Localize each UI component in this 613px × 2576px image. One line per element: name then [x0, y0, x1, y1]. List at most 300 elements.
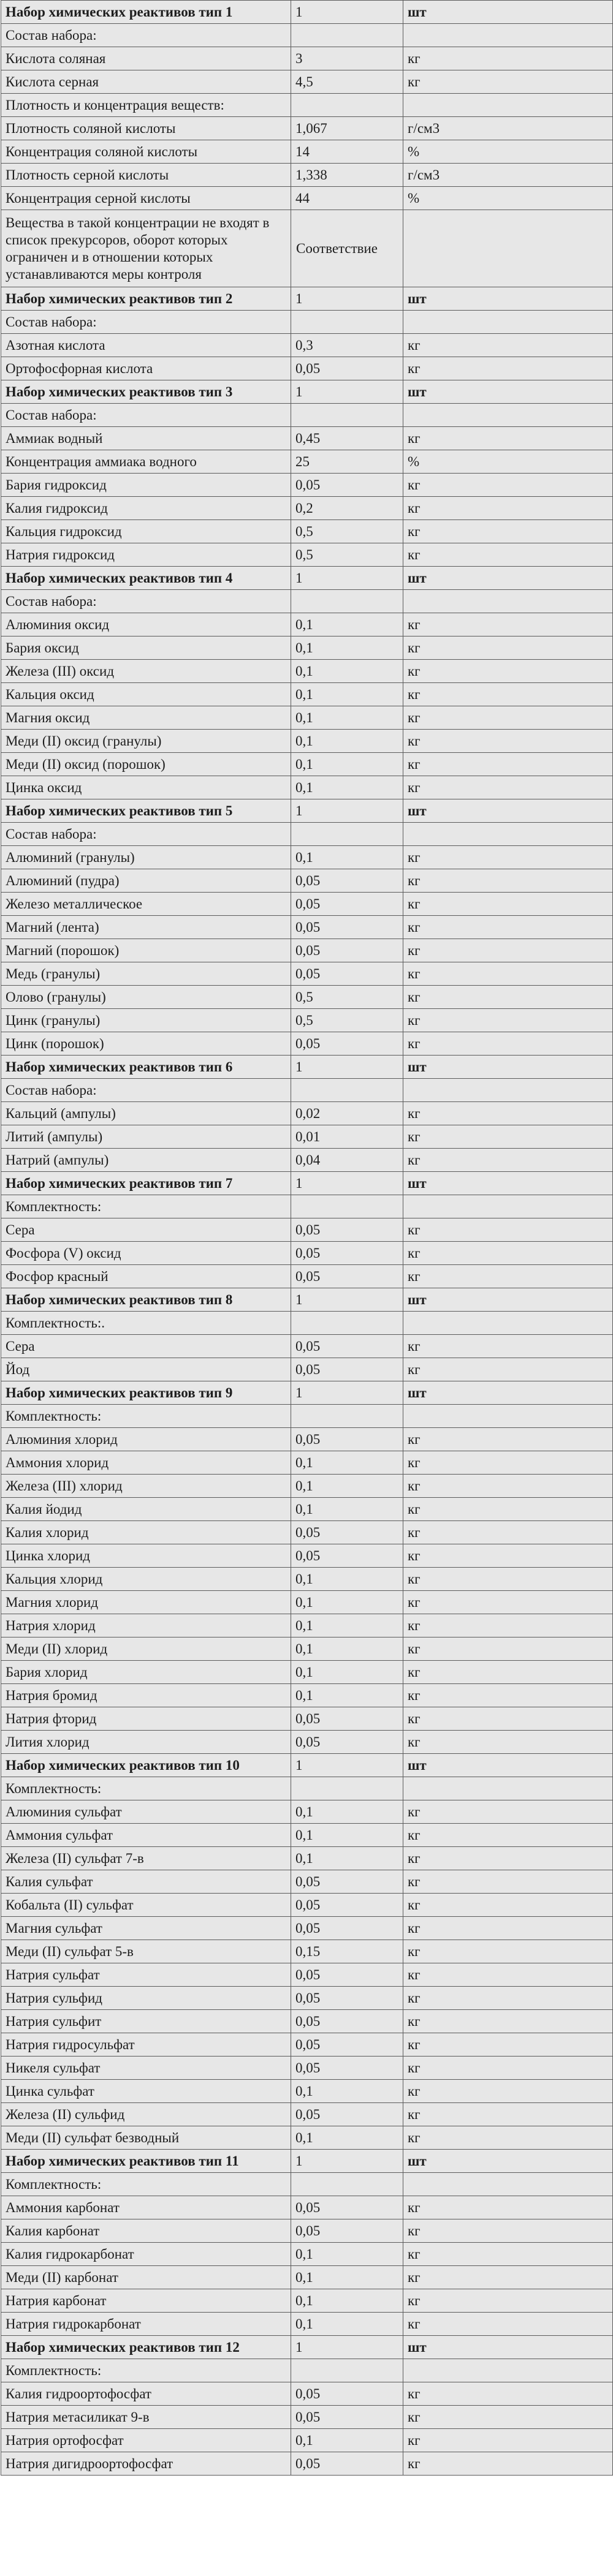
quantity-cell: 0,1	[291, 2313, 403, 2336]
unit-cell: кг	[403, 1149, 613, 1172]
unit-cell: кг	[403, 776, 613, 799]
quantity-cell: 0,05	[291, 1731, 403, 1754]
item-name-cell: Кальция гидроксид	[1, 520, 291, 543]
reagent-set-row	[1, 287, 613, 311]
composition-header-row	[1, 823, 613, 846]
unit-cell: кг	[403, 47, 613, 70]
quantity-cell: 0,1	[291, 2126, 403, 2150]
reagent-item-row	[1, 357, 613, 380]
unit-cell: кг	[403, 2406, 613, 2429]
reagents-spec-table	[1, 0, 613, 2476]
item-name-cell: Комплектность:	[1, 2359, 291, 2382]
item-name-cell: Цинка хлорид	[1, 1544, 291, 1568]
reagent-item-row	[1, 520, 613, 543]
item-name-cell: Фосфор красный	[1, 1265, 291, 1288]
unit-cell: кг	[403, 1568, 613, 1591]
reagent-item-row	[1, 164, 613, 187]
reagent-item-row	[1, 1637, 613, 1661]
unit-cell: кг	[403, 1800, 613, 1824]
item-name-cell: Кобальта (II) сульфат	[1, 1894, 291, 1917]
item-name-cell: Цинк (гранулы)	[1, 1009, 291, 1032]
composition-header-row	[1, 1405, 613, 1428]
reagent-item-row	[1, 497, 613, 520]
quantity-cell	[291, 1312, 403, 1335]
quantity-cell: 0,04	[291, 1149, 403, 1172]
item-name-cell: Кальция оксид	[1, 683, 291, 706]
unit-cell: кг	[403, 1591, 613, 1614]
reagent-set-row	[1, 2336, 613, 2359]
reagent-item-row	[1, 1544, 613, 1568]
item-name-cell: Цинк (порошок)	[1, 1032, 291, 1056]
unit-cell: кг	[403, 660, 613, 683]
item-name-cell: Азотная кислота	[1, 334, 291, 357]
unit-cell: кг	[403, 1451, 613, 1475]
item-name-cell: Бария оксид	[1, 636, 291, 660]
quantity-cell: 1,067	[291, 117, 403, 140]
unit-cell: кг	[403, 1661, 613, 1684]
reagent-item-row	[1, 2126, 613, 2150]
item-name-cell: Натрия ортофосфат	[1, 2429, 291, 2452]
item-name-cell: Бария гидроксид	[1, 474, 291, 497]
reagent-set-row	[1, 1288, 613, 1312]
item-name-cell: Меди (II) хлорид	[1, 1637, 291, 1661]
item-name-cell: Никеля сульфат	[1, 2057, 291, 2080]
item-name-cell: Магний (порошок)	[1, 939, 291, 962]
quantity-cell: 0,15	[291, 1940, 403, 1963]
quantity-cell: 0,01	[291, 1125, 403, 1149]
item-name-cell: Калия йодид	[1, 1498, 291, 1521]
unit-cell	[403, 1195, 613, 1218]
quantity-cell: 0,05	[291, 1870, 403, 1894]
reagent-item-row	[1, 1963, 613, 1987]
quantity-cell: 0,1	[291, 1684, 403, 1707]
unit-cell: кг	[403, 1940, 613, 1963]
quantity-cell	[291, 94, 403, 117]
quantity-cell: 0,05	[291, 1265, 403, 1288]
unit-cell: кг	[403, 1987, 613, 2010]
unit-cell	[403, 2359, 613, 2382]
unit-cell: кг	[403, 916, 613, 939]
reagent-set-row	[1, 1, 613, 24]
quantity-cell	[291, 1195, 403, 1218]
quantity-cell: 0,1	[291, 753, 403, 776]
unit-cell: кг	[403, 543, 613, 567]
quantity-cell: 1	[291, 1754, 403, 1777]
reagent-item-row	[1, 2243, 613, 2266]
unit-cell: кг	[403, 1824, 613, 1847]
reagent-item-row	[1, 1358, 613, 1381]
item-name-cell: Состав набора:	[1, 24, 291, 47]
reagent-item-row	[1, 1707, 613, 1731]
item-name-cell: Меди (II) карбонат	[1, 2266, 291, 2289]
item-name-cell: Калия гидрокарбонат	[1, 2243, 291, 2266]
composition-header-row	[1, 1312, 613, 1335]
quantity-cell: 0,05	[291, 1521, 403, 1544]
unit-cell: %	[403, 140, 613, 164]
unit-cell: кг	[403, 1870, 613, 1894]
quantity-cell	[291, 2359, 403, 2382]
unit-cell: кг	[403, 1335, 613, 1358]
unit-cell: кг	[403, 520, 613, 543]
unit-cell: кг	[403, 2219, 613, 2243]
unit-cell: кг	[403, 2452, 613, 2476]
composition-header-row	[1, 24, 613, 47]
item-name-cell: Фосфора (V) оксид	[1, 1242, 291, 1265]
reagent-item-row	[1, 2429, 613, 2452]
quantity-cell: 0,05	[291, 1963, 403, 1987]
reagent-item-row	[1, 2266, 613, 2289]
item-name-cell: Вещества в такой концентрации не входят в список прекурсоров, оборот которых ограничен и в отношении которых устанавливаются меры контроля	[1, 210, 291, 287]
unit-cell: кг	[403, 730, 613, 753]
item-name-cell: Аммония карбонат	[1, 2196, 291, 2219]
unit-cell: кг	[403, 2313, 613, 2336]
item-name-cell: Калия гидроортофосфат	[1, 2382, 291, 2406]
quantity-cell: 0,05	[291, 916, 403, 939]
unit-cell: кг	[403, 2126, 613, 2150]
unit-cell: шт	[403, 1288, 613, 1312]
unit-cell: кг	[403, 497, 613, 520]
item-name-cell: Железо металлическое	[1, 893, 291, 916]
unit-cell: кг	[403, 1032, 613, 1056]
quantity-cell: 0,05	[291, 2057, 403, 2080]
quantity-cell	[291, 590, 403, 613]
set-name-cell: Набор химических реактивов тип 1	[1, 1, 291, 24]
reagent-set-row	[1, 1172, 613, 1195]
unit-cell: кг	[403, 2103, 613, 2126]
item-name-cell: Магния оксид	[1, 706, 291, 730]
quantity-cell: 0,05	[291, 1894, 403, 1917]
quantity-cell: 0,05	[291, 939, 403, 962]
reagent-item-row	[1, 1451, 613, 1475]
quantity-cell: Соответствие	[291, 210, 403, 287]
reagent-item-row	[1, 1824, 613, 1847]
quantity-cell: 0,1	[291, 1800, 403, 1824]
reagent-item-row	[1, 1521, 613, 1544]
reagent-item-row	[1, 2010, 613, 2033]
quantity-cell: 1	[291, 799, 403, 823]
unit-cell: шт	[403, 2150, 613, 2173]
quantity-cell: 1	[291, 2336, 403, 2359]
quantity-cell	[291, 2173, 403, 2196]
item-name-cell: Комплектность:	[1, 1777, 291, 1800]
quantity-cell: 0,1	[291, 660, 403, 683]
reagent-item-row	[1, 846, 613, 869]
unit-cell: кг	[403, 2243, 613, 2266]
unit-cell: г/см3	[403, 117, 613, 140]
reagents-spec-body	[1, 1, 613, 2476]
quantity-cell: 0,2	[291, 497, 403, 520]
reagent-item-row	[1, 47, 613, 70]
item-name-cell: Калия хлорид	[1, 1521, 291, 1544]
unit-cell	[403, 404, 613, 427]
unit-cell: шт	[403, 2336, 613, 2359]
reagent-set-row	[1, 380, 613, 404]
item-name-cell: Меди (II) оксид (гранулы)	[1, 730, 291, 753]
quantity-cell: 0,05	[291, 1544, 403, 1568]
reagent-item-row	[1, 683, 613, 706]
set-name-cell: Набор химических реактивов тип 10	[1, 1754, 291, 1777]
item-name-cell: Аммония хлорид	[1, 1451, 291, 1475]
reagent-item-row	[1, 1242, 613, 1265]
reagent-item-row	[1, 2406, 613, 2429]
unit-cell: кг	[403, 2266, 613, 2289]
unit-cell	[403, 1777, 613, 1800]
unit-cell: кг	[403, 962, 613, 986]
unit-cell: %	[403, 450, 613, 474]
reagent-set-row	[1, 1381, 613, 1405]
item-name-cell: Медь (гранулы)	[1, 962, 291, 986]
item-name-cell: Йод	[1, 1358, 291, 1381]
item-name-cell: Комплектность:.	[1, 1312, 291, 1335]
unit-cell: кг	[403, 613, 613, 636]
precursor-note-row	[1, 210, 613, 287]
item-name-cell: Состав набора:	[1, 823, 291, 846]
unit-cell: кг	[403, 986, 613, 1009]
item-name-cell: Плотность серной кислоты	[1, 164, 291, 187]
quantity-cell: 0,05	[291, 2452, 403, 2476]
reagent-item-row	[1, 1428, 613, 1451]
item-name-cell: Состав набора:	[1, 404, 291, 427]
item-name-cell: Меди (II) сульфат 5-в	[1, 1940, 291, 1963]
unit-cell: кг	[403, 2289, 613, 2313]
unit-cell: кг	[403, 2057, 613, 2080]
reagent-item-row	[1, 1987, 613, 2010]
item-name-cell: Концентрация серной кислоты	[1, 187, 291, 210]
item-name-cell: Железа (II) сульфат 7-в	[1, 1847, 291, 1870]
set-name-cell: Набор химических реактивов тип 4	[1, 567, 291, 590]
unit-cell: кг	[403, 1009, 613, 1032]
quantity-cell: 1	[291, 380, 403, 404]
reagent-item-row	[1, 1940, 613, 1963]
quantity-cell: 0,05	[291, 1335, 403, 1358]
unit-cell: кг	[403, 893, 613, 916]
reagent-item-row	[1, 2382, 613, 2406]
unit-cell: кг	[403, 474, 613, 497]
reagent-item-row	[1, 1335, 613, 1358]
reagent-item-row	[1, 730, 613, 753]
quantity-cell	[291, 1079, 403, 1102]
quantity-cell: 0,1	[291, 2080, 403, 2103]
item-name-cell: Бария хлорид	[1, 1661, 291, 1684]
unit-cell: кг	[403, 334, 613, 357]
unit-cell: кг	[403, 1242, 613, 1265]
unit-cell: кг	[403, 2382, 613, 2406]
quantity-cell: 0,05	[291, 1358, 403, 1381]
unit-cell: кг	[403, 2080, 613, 2103]
quantity-cell: 1	[291, 287, 403, 311]
item-name-cell: Алюминия сульфат	[1, 1800, 291, 1824]
quantity-cell: 0,3	[291, 334, 403, 357]
quantity-cell: 0,05	[291, 869, 403, 893]
unit-cell: г/см3	[403, 164, 613, 187]
unit-cell: кг	[403, 1707, 613, 1731]
unit-cell: кг	[403, 1358, 613, 1381]
reagent-item-row	[1, 140, 613, 164]
item-name-cell: Меди (II) оксид (порошок)	[1, 753, 291, 776]
reagent-item-row	[1, 2219, 613, 2243]
reagent-item-row	[1, 753, 613, 776]
quantity-cell: 0,1	[291, 1637, 403, 1661]
quantity-cell	[291, 404, 403, 427]
item-name-cell: Цинка сульфат	[1, 2080, 291, 2103]
unit-cell: кг	[403, 1684, 613, 1707]
item-name-cell: Комплектность:	[1, 1195, 291, 1218]
item-name-cell: Аммиак водный	[1, 427, 291, 450]
item-name-cell: Олово (гранулы)	[1, 986, 291, 1009]
item-name-cell: Натрия дигидроортофосфат	[1, 2452, 291, 2476]
quantity-cell: 0,5	[291, 543, 403, 567]
item-name-cell: Натрия сульфит	[1, 2010, 291, 2033]
quantity-cell: 0,1	[291, 1847, 403, 1870]
item-name-cell: Концентрация аммиака водного	[1, 450, 291, 474]
quantity-cell	[291, 1405, 403, 1428]
item-name-cell: Кальция хлорид	[1, 1568, 291, 1591]
quantity-cell: 0,1	[291, 1661, 403, 1684]
set-name-cell: Набор химических реактивов тип 7	[1, 1172, 291, 1195]
quantity-cell: 0,5	[291, 986, 403, 1009]
composition-header-row	[1, 1777, 613, 1800]
set-name-cell: Набор химических реактивов тип 5	[1, 799, 291, 823]
item-name-cell: Натрия сульфат	[1, 1963, 291, 1987]
item-name-cell: Натрия сульфид	[1, 1987, 291, 2010]
quantity-cell: 0,1	[291, 613, 403, 636]
reagent-item-row	[1, 1265, 613, 1288]
unit-cell: шт	[403, 567, 613, 590]
reagent-item-row	[1, 706, 613, 730]
item-name-cell: Железа (II) сульфид	[1, 2103, 291, 2126]
quantity-cell: 1,338	[291, 164, 403, 187]
item-name-cell: Состав набора:	[1, 311, 291, 334]
quantity-cell	[291, 24, 403, 47]
reagent-item-row	[1, 2033, 613, 2057]
unit-cell: шт	[403, 1381, 613, 1405]
item-name-cell: Кислота соляная	[1, 47, 291, 70]
reagent-item-row	[1, 2057, 613, 2080]
set-name-cell: Набор химических реактивов тип 3	[1, 380, 291, 404]
item-name-cell: Алюминия оксид	[1, 613, 291, 636]
quantity-cell: 0,05	[291, 2406, 403, 2429]
quantity-cell: 0,5	[291, 1009, 403, 1032]
quantity-cell: 1	[291, 1172, 403, 1195]
set-name-cell: Набор химических реактивов тип 12	[1, 2336, 291, 2359]
unit-cell	[403, 1405, 613, 1428]
unit-cell	[403, 1312, 613, 1335]
quantity-cell: 4,5	[291, 70, 403, 94]
item-name-cell: Кислота серная	[1, 70, 291, 94]
reagent-set-row	[1, 1056, 613, 1079]
unit-cell: кг	[403, 1544, 613, 1568]
quantity-cell	[291, 823, 403, 846]
reagent-item-row	[1, 2080, 613, 2103]
unit-cell: шт	[403, 380, 613, 404]
item-name-cell: Магния сульфат	[1, 1917, 291, 1940]
quantity-cell: 0,5	[291, 520, 403, 543]
item-name-cell: Плотность соляной кислоты	[1, 117, 291, 140]
set-name-cell: Набор химических реактивов тип 2	[1, 287, 291, 311]
set-name-cell: Набор химических реактивов тип 11	[1, 2150, 291, 2173]
quantity-cell: 0,1	[291, 2289, 403, 2313]
reagent-item-row	[1, 1125, 613, 1149]
reagent-item-row	[1, 334, 613, 357]
reagent-item-row	[1, 660, 613, 683]
quantity-cell: 0,1	[291, 1824, 403, 1847]
quantity-cell: 0,05	[291, 1428, 403, 1451]
item-name-cell: Натрия бромид	[1, 1684, 291, 1707]
quantity-cell: 0,05	[291, 2196, 403, 2219]
item-name-cell: Лития хлорид	[1, 1731, 291, 1754]
reagent-item-row	[1, 1591, 613, 1614]
unit-cell: кг	[403, 2010, 613, 2033]
quantity-cell: 3	[291, 47, 403, 70]
quantity-cell: 1	[291, 1056, 403, 1079]
item-name-cell: Алюминия хлорид	[1, 1428, 291, 1451]
set-name-cell: Набор химических реактивов тип 9	[1, 1381, 291, 1405]
reagent-item-row	[1, 1009, 613, 1032]
item-name-cell: Магний (лента)	[1, 916, 291, 939]
unit-cell: кг	[403, 357, 613, 380]
quantity-cell: 1	[291, 1381, 403, 1405]
reagent-item-row	[1, 1684, 613, 1707]
item-name-cell: Сера	[1, 1218, 291, 1242]
item-name-cell: Натрий (ампулы)	[1, 1149, 291, 1172]
item-name-cell: Калия гидроксид	[1, 497, 291, 520]
unit-cell	[403, 24, 613, 47]
item-name-cell: Железа (III) хлорид	[1, 1475, 291, 1498]
quantity-cell: 0,05	[291, 474, 403, 497]
item-name-cell: Магния хлорид	[1, 1591, 291, 1614]
quantity-cell: 0,05	[291, 2103, 403, 2126]
unit-cell: кг	[403, 1475, 613, 1498]
item-name-cell: Натрия фторид	[1, 1707, 291, 1731]
item-name-cell: Ортофосфорная кислота	[1, 357, 291, 380]
unit-cell: кг	[403, 1218, 613, 1242]
reagent-item-row	[1, 1870, 613, 1894]
quantity-cell: 1	[291, 567, 403, 590]
unit-cell: кг	[403, 846, 613, 869]
unit-cell: кг	[403, 1637, 613, 1661]
reagent-item-row	[1, 1731, 613, 1754]
unit-cell: кг	[403, 2033, 613, 2057]
composition-header-row	[1, 311, 613, 334]
composition-header-row	[1, 1195, 613, 1218]
unit-cell: кг	[403, 1731, 613, 1754]
unit-cell: кг	[403, 1847, 613, 1870]
quantity-cell	[291, 1777, 403, 1800]
reagent-item-row	[1, 1218, 613, 1242]
item-name-cell: Плотность и концентрация веществ:	[1, 94, 291, 117]
reagent-item-row	[1, 1475, 613, 1498]
reagent-set-row	[1, 2150, 613, 2173]
unit-cell: шт	[403, 1754, 613, 1777]
reagent-item-row	[1, 939, 613, 962]
item-name-cell: Комплектность:	[1, 2173, 291, 2196]
unit-cell: кг	[403, 1498, 613, 1521]
item-name-cell: Железа (III) оксид	[1, 660, 291, 683]
unit-cell: кг	[403, 1963, 613, 1987]
reagent-set-row	[1, 1754, 613, 1777]
quantity-cell: 0,05	[291, 2219, 403, 2243]
item-name-cell: Калия сульфат	[1, 1870, 291, 1894]
set-name-cell: Набор химических реактивов тип 8	[1, 1288, 291, 1312]
reagent-item-row	[1, 1149, 613, 1172]
quantity-cell: 0,05	[291, 2033, 403, 2057]
unit-cell	[403, 823, 613, 846]
item-name-cell: Состав набора:	[1, 590, 291, 613]
item-name-cell: Алюминий (пудра)	[1, 869, 291, 893]
quantity-cell: 0,1	[291, 1614, 403, 1637]
composition-header-row	[1, 1079, 613, 1102]
reagent-item-row	[1, 543, 613, 567]
